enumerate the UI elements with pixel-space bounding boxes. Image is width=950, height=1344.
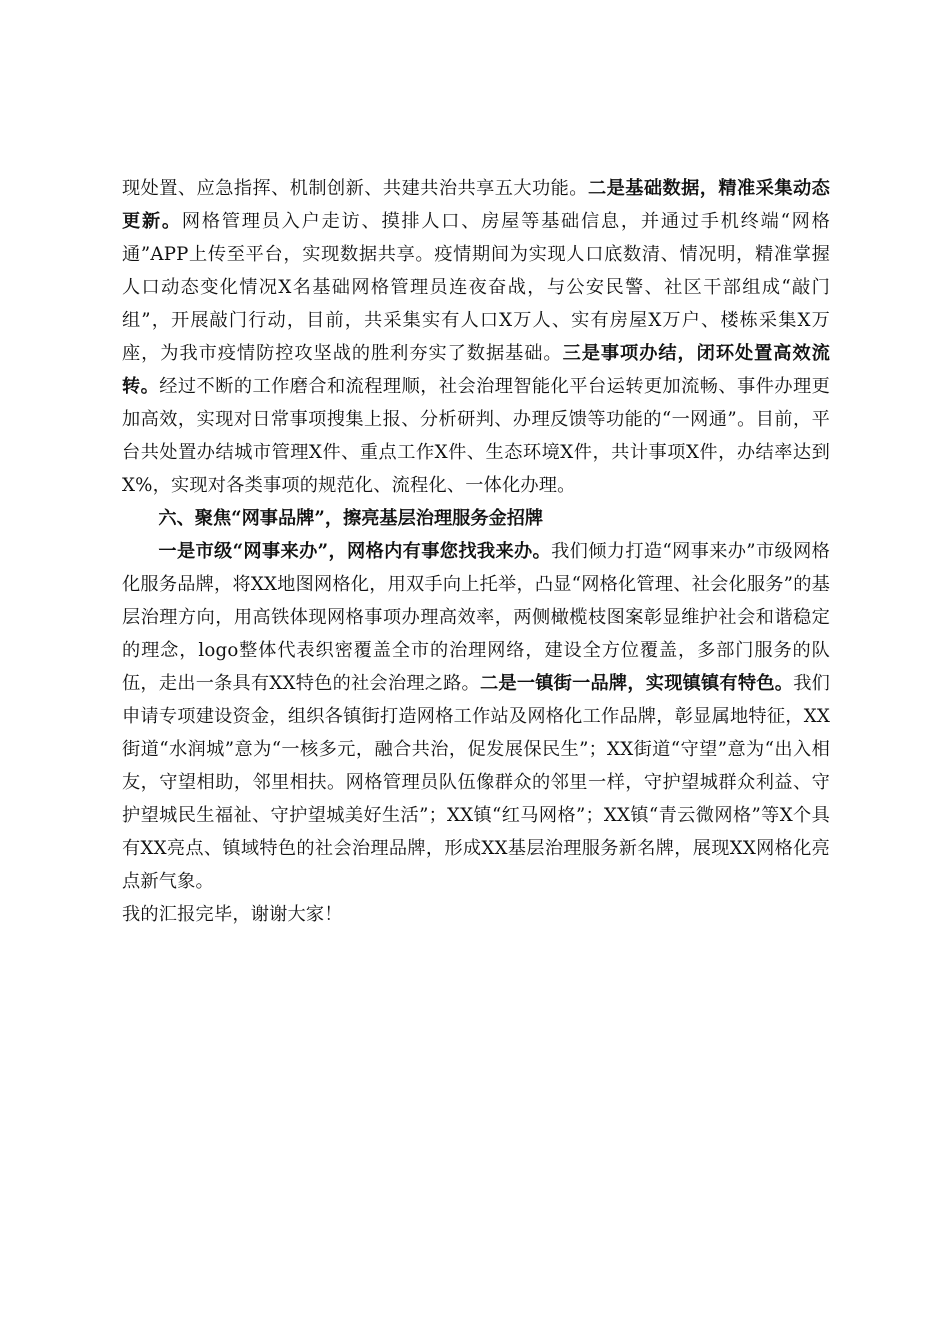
closing-remark: 我的汇报完毕，谢谢大家！ [122, 904, 343, 925]
text-run: 我们申请专项建设资金，组织各镇街打造网格工作站及网格化工作品牌，彰显属地特征，XX街道“水润城”意为“一核多元，融合共治，促发展保民生”；XX街道“守望”意为“出入相友，守望相助，邻里相扶。网格管理员队伍像群众的邻里一样，守护望城群众利益、守护望城民生福祉、守护望城美好生活”；XX镇“红马网格”；XX镇“青云微网格”等X个具有XX亮点、镇域特色的社会治理品牌，形成XX基层治理服务新名牌，展现XX网格化亮点新气象。 [122, 673, 830, 892]
document-page [122, 172, 830, 931]
paragraph-brand [122, 535, 830, 898]
text-run: 现处置、应急指挥、机制创新、共建共治共享五大功能。 [122, 178, 588, 199]
text-run: 网格管理员入户走访、摸排人口、房屋等基础信息，并通过手机终端“网格通”APP上传至平台，实现数据共享。疫情期间为实现人口底数清、情况明，精准掌握人口动态变化情况X名基础网格管理员连夜奋战，与公安民警、社区干部组成“敲门组”，开展敲门行动，目前，共采集实有人口X万人、实有房屋X万户、楼栋采集X万座，为我市疫情防控攻坚战的胜利夯实了数据基础。 [122, 211, 830, 364]
bold-point-basic-data: 二是基础数据，精准采集动态更新。 [122, 178, 830, 232]
bold-point-town-brand: 二是一镇街一品牌，实现镇镇有特色。 [479, 673, 794, 694]
text-run: 我们倾力打造“网事来办”市级网格化服务品牌，将XX地图网格化，用双手向上托举，凸显“网格化管理、社会化服务”的基层治理方向，用高铁体现网格事项办理高效率，两侧橄榄枝图案彰显维护社会和谐稳定的理念，logo整体代表织密覆盖全市的治理网络，建设全方位覆盖，多部门服务的队伍，走出一条具有XX特色的社会治理之路。 [122, 541, 831, 694]
text-run: 经过不断的工作磨合和流程理顺，社会治理智能化平台运转更加流畅、事件办理更加高效，实现对日常事项搜集上报、分析研判、办理反馈等功能的“一网通”。目前，平台共处置办结城市管理X件、重点工作X件、生态环境X件，共计事项X件，办结率达到X%，实现对各类事项的规范化、流程化、一体化办理。 [122, 376, 830, 496]
section-heading-six: 六、聚焦“网事品牌”，擦亮基层治理服务金招牌 [158, 508, 544, 529]
paragraph-platform-functions [122, 172, 830, 502]
bold-point-case-closure: 三是事项办结，闭环处置高效流转。 [122, 343, 830, 397]
bold-point-city-brand: 一是市级“网事来办”，网格内有事您找我来办。 [158, 541, 552, 562]
